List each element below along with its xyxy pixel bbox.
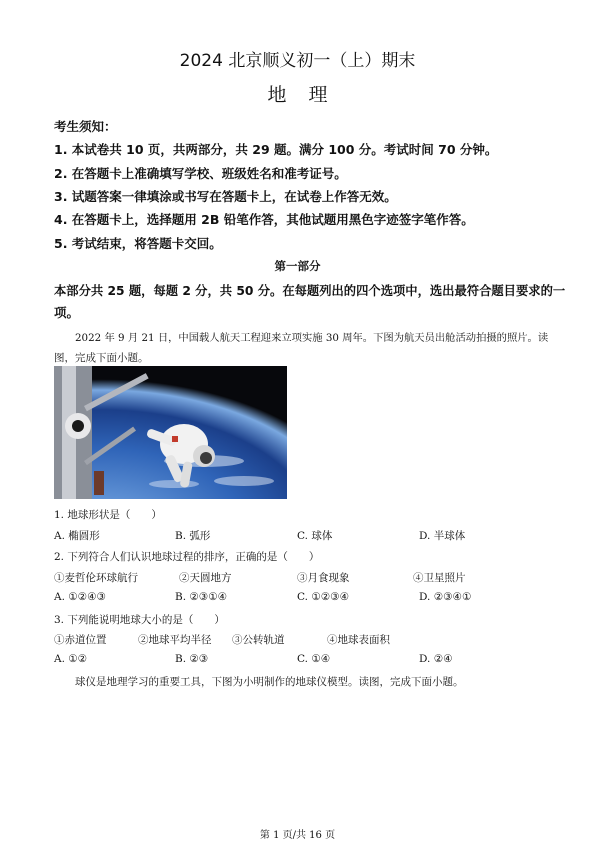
intro-text-cont: 图，完成下面小题。 — [54, 352, 149, 364]
subject-title: 地理 — [267, 84, 350, 106]
question-stem: 3. 下列能说明地球大小的是（ ） — [54, 614, 225, 626]
exam-title: 2024 北京顺义初一（上）期末 — [179, 51, 416, 71]
notice-item: 5. 考试结束，将答题卡交回。 — [54, 236, 222, 251]
notice-item: 4. 在答题卡上，选择题用 2B 铅笔作答，其他试题用黑色字迹签字笔作答。 — [54, 212, 474, 227]
astronaut-spacewalk-photo — [54, 366, 287, 499]
statement-item: ④地球表面积 — [327, 634, 390, 646]
question-stem: 2. 下列符合人们认识地球过程的排序，正确的是（ ） — [54, 551, 320, 563]
intro-text: 2022 年 9 月 21 日，中国载人航天工程迎来立项实施 30 周年。下图为航天员出舱活动拍摄的照片。读 — [75, 332, 549, 344]
closing-text: 球仪是地理学习的重要工具，下图为小明制作的地球仪模型。读图，完成下面小题。 — [75, 676, 464, 688]
notice-item: 2. 在答题卡上准确填写学校、班级姓名和准考证号。 — [54, 166, 347, 181]
notice-heading: 考生须知： — [54, 119, 117, 134]
option: C. 球体 — [297, 530, 333, 542]
option: A. ①② — [54, 653, 88, 665]
part-instruction-cont: 项。 — [54, 305, 80, 320]
option: D. ②③④① — [419, 591, 472, 603]
option: D. 半球体 — [419, 530, 466, 542]
notice-item: 3. 试题答案一律填涂或书写在答题卡上，在试卷上作答无效。 — [54, 189, 397, 204]
question-stem: 1. 地球形状是（ ） — [54, 509, 162, 521]
option: B. 弧形 — [175, 530, 211, 542]
statement-item: ①赤道位置 — [54, 634, 107, 646]
option: B. ②③①④ — [175, 591, 228, 603]
notice-item: 1. 本试卷共 10 页，共两部分，共 29 题。满分 100 分。考试时间 70 分钟。 — [54, 142, 498, 157]
option: C. ①④ — [297, 653, 331, 665]
part-title: 第一部分 — [274, 259, 321, 273]
option: A. ①②④③ — [54, 591, 106, 603]
statement-item: ①麦哲伦环球航行 — [54, 572, 138, 584]
statement-item: ②地球平均半径 — [138, 634, 212, 646]
statement-item: ②天圆地方 — [179, 572, 232, 584]
part-instruction: 本部分共 25 题，每题 2 分，共 50 分。在每题列出的四个选项中，选出最符合题目要求的一 — [54, 284, 566, 298]
option: C. ①②③④ — [297, 591, 349, 603]
statement-item: ④卫星照片 — [413, 572, 466, 584]
statement-item: ③月食现象 — [297, 572, 350, 584]
statement-item: ③公转轨道 — [232, 634, 285, 646]
option: D. ②④ — [419, 653, 453, 665]
option: B. ②③ — [175, 653, 209, 665]
option: A. 椭圆形 — [54, 530, 100, 542]
page-number: 第 1 页/共 16 页 — [259, 830, 336, 841]
